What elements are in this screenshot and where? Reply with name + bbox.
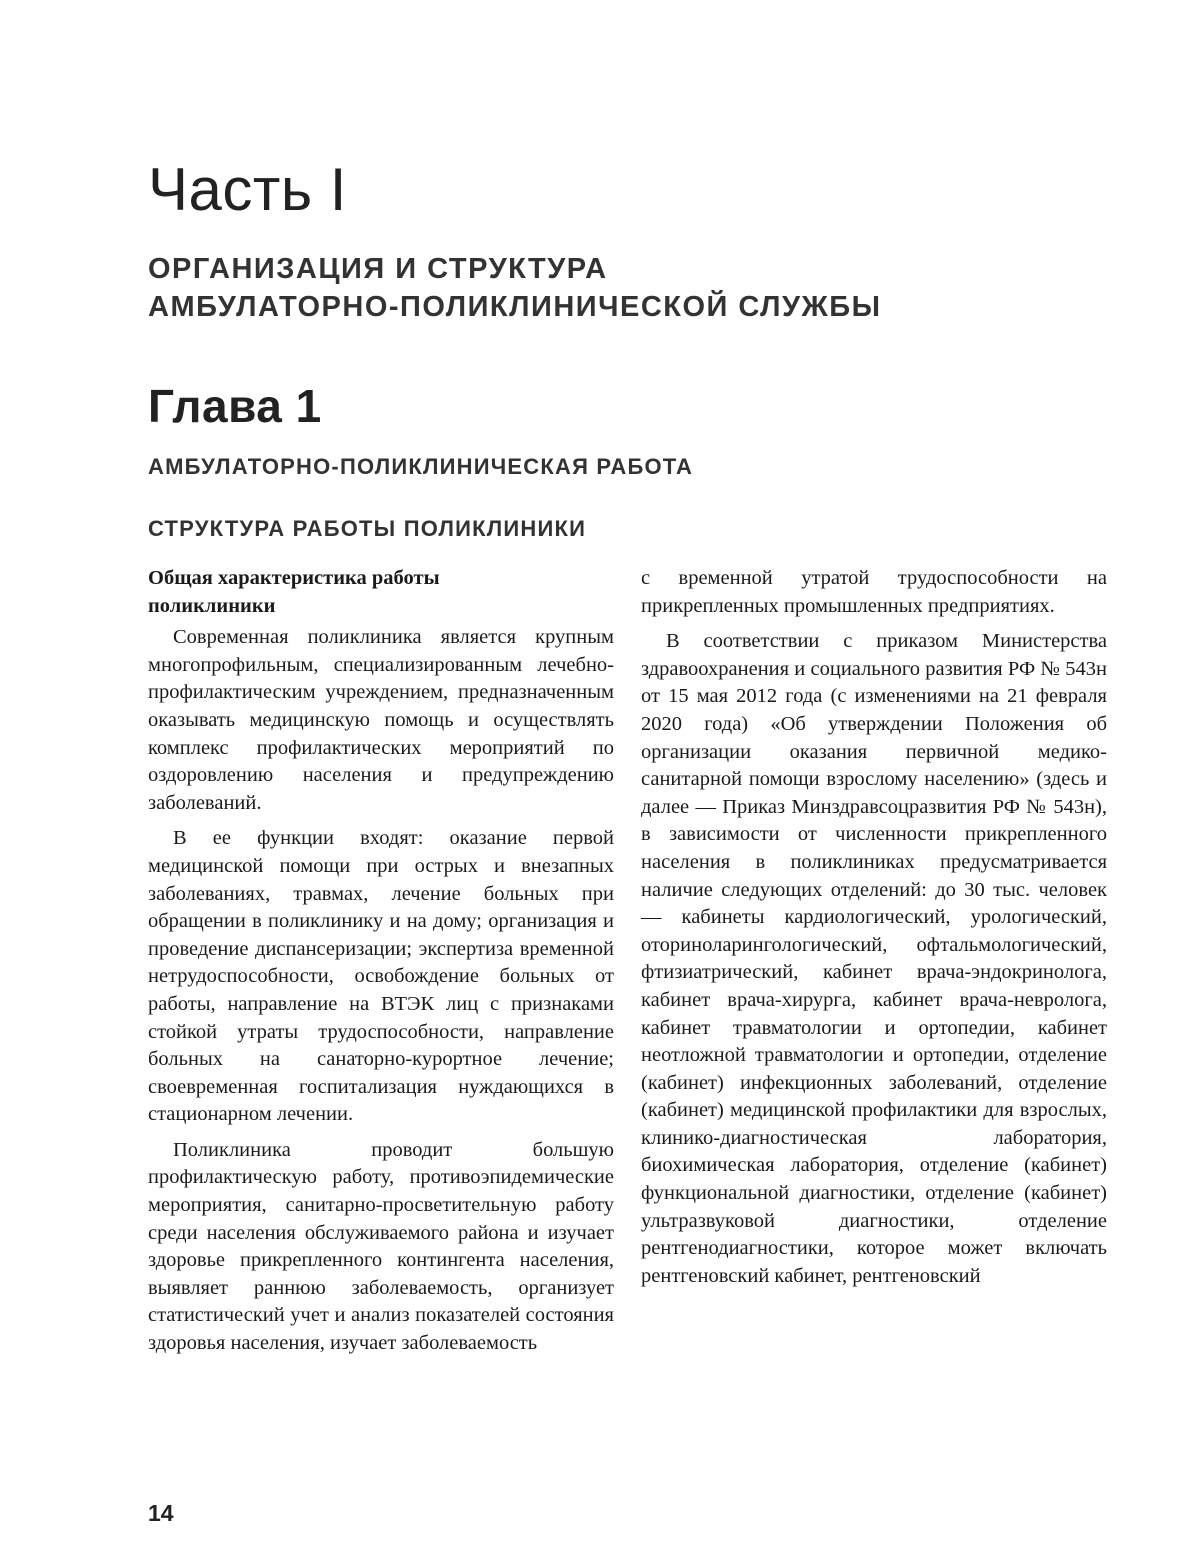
- right-column: [641, 565, 1107, 1298]
- chapter-title: Глава 1: [148, 380, 322, 432]
- paragraph: В соответствии с приказом Министерства здравоохранения и социального развития РФ № 543н от 15 мая 2012 года (с изменениями на 21 февраля 2020 года) «Об утверждении Положения об организации оказания первичной медико-санитарной помощи взрослому населению» (здесь и далее — Приказ Минздравсоцразвития РФ № 543н), в зависимости от численности прикрепленного населения в поликлиниках предусматривается наличие следующих отделений: до 30 тыс. человек — кабинеты кардиологический, урологический, оториноларингологический, офтальмологический, фтизиатрический, кабинет врача-эндокринолога, кабинет врача-хирурга, кабинет врача-невролога, кабинет травматологии и ортопедии, кабинет неотложной травматологии и ортопедии, отделение (кабинет) инфекционных заболеваний, отделение (кабинет) медицинской профилактики для взрослых, клинико-диагностическая лаборатория, биохимическая лаборатория, отделение (кабинет) функциональной диагностики, отделение (кабинет) ультразвуковой диагностики, отделение рентгенодиагностики, которое может включать рентгеновский кабинет, рентгеновский: [641, 630, 1107, 1287]
- left-column: [148, 565, 614, 1366]
- part-subtitle: [148, 250, 1048, 326]
- subsection-heading: [148, 565, 614, 620]
- part-subtitle-line-1: ОРГАНИЗАЦИЯ И СТРУКТУРА: [148, 253, 608, 285]
- paragraph: В ее функции входят: оказание первой медицинской помощи при острых и внезапных заболеваниях, травмах, лечение больных при обращении в поликлинику и на дому; организация и проведение диспансеризации; экспертиза временной нетрудоспособности, освобождение больных от работы, направление на ВТЭК лиц с признаками стойкой утраты трудоспособности, направление больных на санаторно-курортное лечение; своевременная госпитализация нуждающихся в стационарном лечении.: [148, 827, 614, 1126]
- paragraph-continued: с временной утратой трудоспособности на прикрепленных промышленных предприятиях.: [641, 567, 1107, 617]
- page-number: 14: [148, 1500, 174, 1526]
- paragraph: Поликлиника проводит большую профилактическую работу, противоэпидемические мероприятия, санитарно-просветительную работу среди населения обслуживаемого района и изучает здоровье прикрепленного контингента населения, выявляет раннюю заболеваемость, организует статистический учет и анализ показателей состояния здоровья населения, изучает заболеваемость: [148, 1138, 614, 1355]
- section-title: СТРУКТУРА РАБОТЫ ПОЛИКЛИНИКИ: [148, 516, 587, 541]
- paragraph: Современная поликлиника является крупным многопрофильным, специализированным лечебно-профилактическим учреждением, предназначенным оказывать медицинскую помощь и осуществлять комплекс профилактических мероприятий по оздоровлению населения и предупреждению заболеваний.: [148, 626, 614, 814]
- chapter-subtitle: АМБУЛАТОРНО-ПОЛИКЛИНИЧЕСКАЯ РАБОТА: [148, 454, 694, 479]
- part-subtitle-line-2: АМБУЛАТОРНО-ПОЛИКЛИНИЧЕСКОЙ СЛУЖБЫ: [148, 291, 882, 323]
- part-title: Часть I: [148, 156, 347, 223]
- subsection-heading-line-1: Общая характеристика работы: [148, 567, 440, 589]
- subsection-heading-line-2: поликлиники: [148, 594, 276, 617]
